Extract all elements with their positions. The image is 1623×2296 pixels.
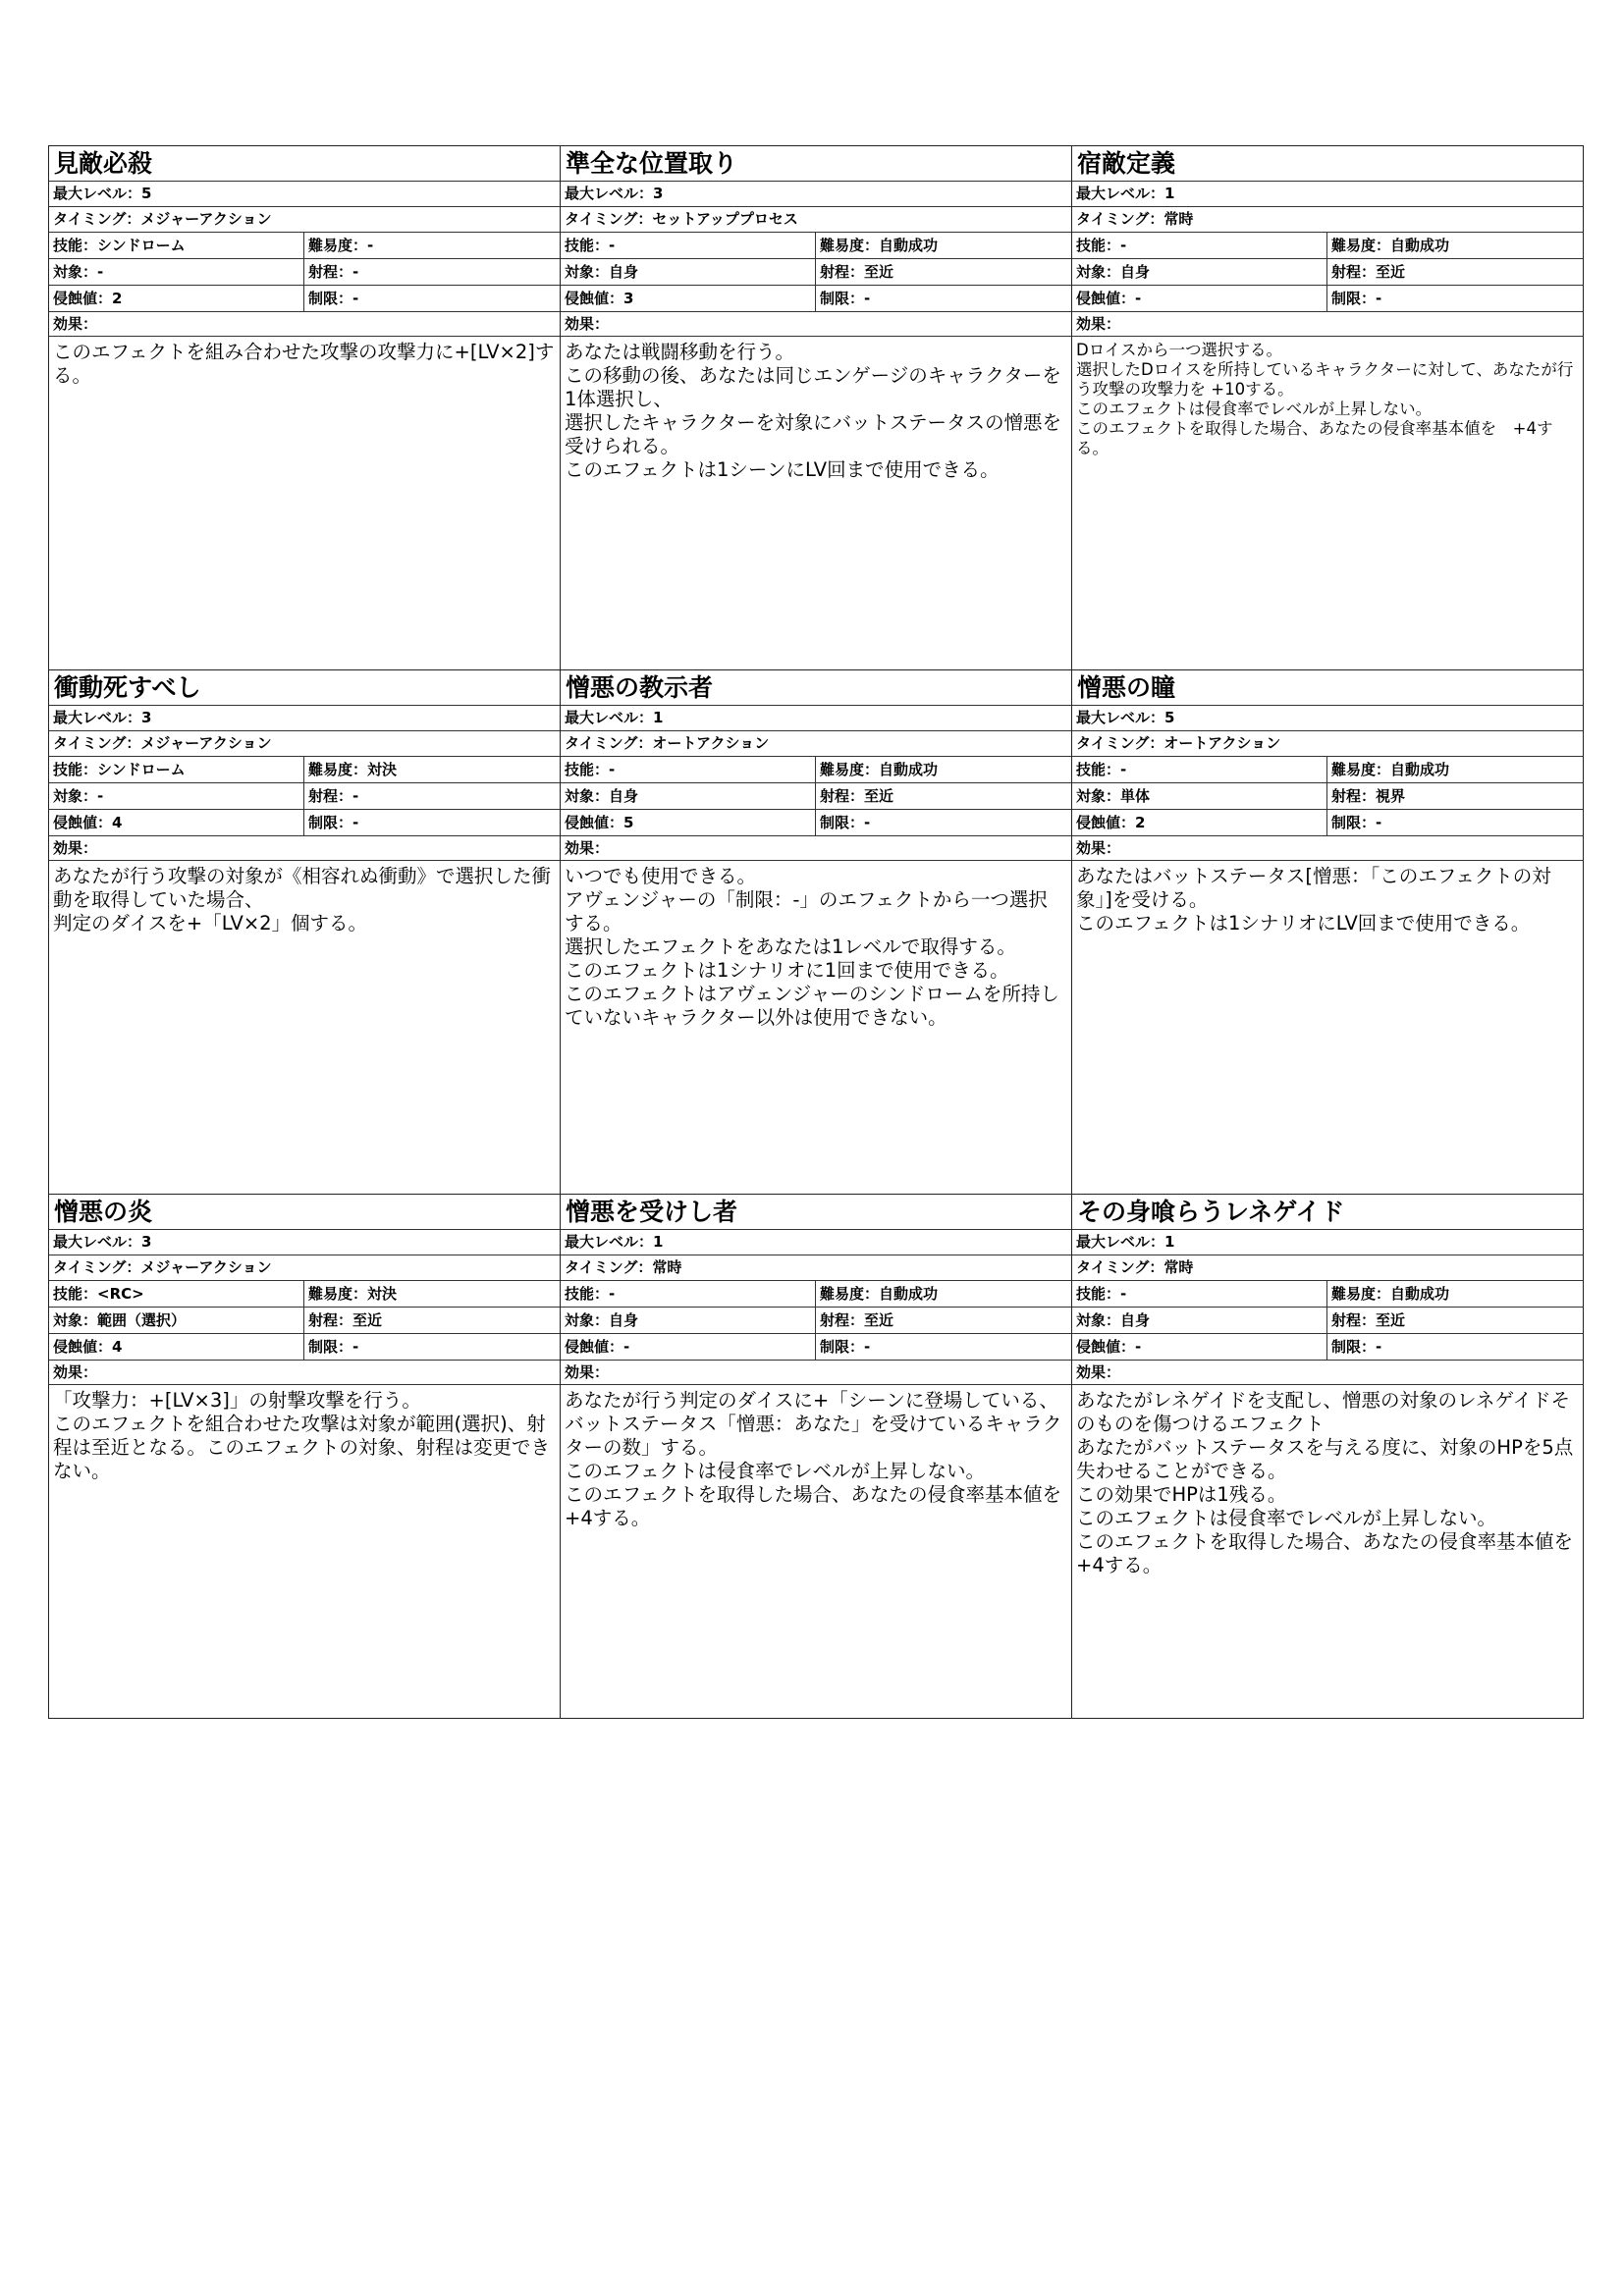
card-difficulty: 難易度：自動成功 bbox=[820, 1285, 939, 1303]
card-effect-text: このエフェクトを組み合わせた攻撃の攻撃力に+[LV×2]する。 bbox=[53, 341, 555, 387]
card-difficulty: 難易度：自動成功 bbox=[820, 237, 939, 254]
card-target: 対象：自身 bbox=[561, 783, 816, 809]
card-effect-text: あなたが行う攻撃の対象が《相容れぬ衝動》で選択した衝動を取得していた場合、 判定のダイスを+「LV×2」個する。 bbox=[53, 865, 552, 934]
card-limit: 制限：- bbox=[1331, 290, 1382, 307]
card-effect-text: 「攻撃力：+[LV×3]」の射撃攻撃を行う。 このエフェクトを組合わせた攻撃は対象が範囲(選択)、射程は至近となる。このエフェクトの対象、射程は変更できない。 bbox=[53, 1389, 551, 1482]
card-erosion-row bbox=[49, 810, 560, 836]
card-target-row bbox=[1072, 259, 1583, 286]
card-effect-text: あなたはバットステータス[憎悪：「このエフェクトの対象」]を受ける。 このエフェクトは1シナリオにLV回まで使用できる。 bbox=[1076, 865, 1551, 934]
card-effect-text: あなたは戦闘移動を行う。 この移動の後、あなたは同じエンゲージのキャラクターを1体選択し、 選択したキャラクターを対象にバットステータスの憎悪を受けられる。 このエフェクトは1シーンにLV回まで使用できる。 bbox=[565, 341, 1062, 481]
card-difficulty: 難易度：自動成功 bbox=[1331, 761, 1450, 778]
card-target: 対象：- bbox=[49, 783, 304, 809]
card-range: 射程：視界 bbox=[1331, 787, 1406, 805]
card-target-row bbox=[561, 1308, 1071, 1334]
card-effect-label: 効果： bbox=[561, 1361, 1071, 1385]
card-erosion: 侵蝕値：4 bbox=[49, 1334, 304, 1360]
card-max-level: 最大レベル：1 bbox=[561, 706, 1071, 731]
card-skill-row bbox=[561, 233, 1071, 259]
card-effect-label: 効果： bbox=[1072, 312, 1583, 337]
card-title: 憎悪の炎 bbox=[49, 1195, 560, 1230]
card-row-2 bbox=[49, 670, 1584, 1195]
card-effect-label: 効果： bbox=[1072, 836, 1583, 861]
card-title: その身喰らうレネゲイド bbox=[1072, 1195, 1583, 1230]
card-skill-row bbox=[1072, 233, 1583, 259]
card-range: 射程：- bbox=[308, 263, 359, 281]
card-difficulty: 難易度：対決 bbox=[308, 761, 398, 778]
effect-card bbox=[561, 146, 1072, 670]
card-timing: タイミング：常時 bbox=[561, 1255, 1071, 1281]
card-title: 衝動死すべし bbox=[49, 670, 560, 706]
card-erosion-row bbox=[1072, 1334, 1583, 1361]
card-row-3 bbox=[49, 1195, 1584, 1719]
card-effect-label: 効果： bbox=[1072, 1361, 1583, 1385]
card-skill: 技能：シンドローム bbox=[49, 757, 304, 782]
card-skill: 技能：シンドローム bbox=[49, 233, 304, 258]
effect-card bbox=[561, 1195, 1072, 1719]
card-target: 対象：単体 bbox=[1072, 783, 1327, 809]
effect-card bbox=[1072, 670, 1584, 1195]
card-title: 準全な位置取り bbox=[561, 146, 1071, 182]
card-skill: 技能：- bbox=[1072, 1281, 1327, 1307]
card-range: 射程：至近 bbox=[1331, 263, 1406, 281]
card-difficulty: 難易度：自動成功 bbox=[820, 761, 939, 778]
card-erosion: 侵蝕値：- bbox=[561, 1334, 816, 1360]
card-effect-text: あなたが行う判定のダイスに+「シーンに登場している、バットステータス「憎悪：あなた」を受けているキャラクターの数」する。 このエフェクトは侵食率でレベルが上昇しない。 このエフェクトを取得した場合、あなたの侵食率基本値を+4する。 bbox=[565, 1389, 1062, 1529]
card-skill-row bbox=[561, 1281, 1071, 1308]
card-erosion-row bbox=[561, 286, 1071, 312]
card-erosion-row bbox=[561, 810, 1071, 836]
card-skill: 技能：- bbox=[561, 1281, 816, 1307]
card-target: 対象：自身 bbox=[561, 1308, 816, 1333]
card-erosion-row bbox=[561, 1334, 1071, 1361]
card-erosion-row bbox=[1072, 810, 1583, 836]
card-erosion-row bbox=[49, 1334, 560, 1361]
card-effect-text: Dロイスから一つ選択する。 選択したDロイスを所持しているキャラクターに対して、あなたが行う攻撃の攻撃力を +10する。 このエフェクトは侵食率でレベルが上昇しない。 このエフェクトを取得した場合、あなたの侵食率基本値を +4する。 bbox=[1076, 341, 1574, 457]
card-skill: 技能：<RC> bbox=[49, 1281, 304, 1307]
card-range: 射程：至近 bbox=[820, 787, 894, 805]
card-title: 憎悪の教示者 bbox=[561, 670, 1071, 706]
card-effect-label: 効果： bbox=[49, 312, 560, 337]
card-target-row bbox=[561, 259, 1071, 286]
card-limit: 制限：- bbox=[308, 290, 359, 307]
card-difficulty: 難易度：- bbox=[308, 237, 374, 254]
card-range: 射程：至近 bbox=[308, 1311, 383, 1329]
card-target-row bbox=[1072, 1308, 1583, 1334]
card-timing: タイミング：メジャーアクション bbox=[49, 1255, 560, 1281]
card-limit: 制限：- bbox=[308, 1338, 359, 1356]
card-skill-row bbox=[1072, 1281, 1583, 1308]
card-skill: 技能：- bbox=[1072, 757, 1327, 782]
card-erosion: 侵蝕値：3 bbox=[561, 286, 816, 311]
card-target-row bbox=[561, 783, 1071, 810]
card-difficulty: 難易度：自動成功 bbox=[1331, 237, 1450, 254]
card-difficulty: 難易度：自動成功 bbox=[1331, 1285, 1450, 1303]
card-erosion: 侵蝕値：2 bbox=[1072, 810, 1327, 835]
card-timing: タイミング：メジャーアクション bbox=[49, 207, 560, 233]
card-timing: タイミング：セットアッププロセス bbox=[561, 207, 1071, 233]
card-limit: 制限：- bbox=[308, 814, 359, 831]
card-target-row bbox=[1072, 783, 1583, 810]
card-timing: タイミング：オートアクション bbox=[1072, 731, 1583, 757]
effect-card bbox=[49, 146, 561, 670]
card-difficulty: 難易度：対決 bbox=[308, 1285, 398, 1303]
effect-card bbox=[49, 670, 561, 1195]
card-effect-label: 効果： bbox=[49, 1361, 560, 1385]
card-skill: 技能：- bbox=[561, 757, 816, 782]
card-target-row bbox=[49, 783, 560, 810]
card-erosion-row bbox=[1072, 286, 1583, 312]
card-skill-row bbox=[49, 1281, 560, 1308]
card-max-level: 最大レベル：5 bbox=[1072, 706, 1583, 731]
card-max-level: 最大レベル：1 bbox=[561, 1230, 1071, 1255]
card-max-level: 最大レベル：3 bbox=[49, 1230, 560, 1255]
card-target: 対象：- bbox=[49, 259, 304, 285]
card-timing: タイミング：メジャーアクション bbox=[49, 731, 560, 757]
card-target-row bbox=[49, 259, 560, 286]
effect-card-grid bbox=[48, 145, 1584, 1719]
card-effect-text: あなたがレネゲイドを支配し、憎悪の対象のレネゲイドそのものを傷つけるエフェクト あなたがバットステータスを与える度に、対象のHPを5点失わせることができる。 この効果でHPは1残る。 このエフェクトは侵食率でレベルが上昇しない。 このエフェクトを取得した場合、あなたの侵食率基本値を+4する。 bbox=[1076, 1389, 1574, 1576]
card-range: 射程：至近 bbox=[820, 1311, 894, 1329]
card-erosion: 侵蝕値：2 bbox=[49, 286, 304, 311]
card-title: 見敵必殺 bbox=[49, 146, 560, 182]
card-erosion-row bbox=[49, 286, 560, 312]
card-range: 射程：至近 bbox=[1331, 1311, 1406, 1329]
card-max-level: 最大レベル：3 bbox=[561, 182, 1071, 207]
card-target: 対象：自身 bbox=[561, 259, 816, 285]
card-target: 対象：範囲（選択） bbox=[49, 1308, 304, 1333]
card-effect-label: 効果： bbox=[561, 312, 1071, 337]
card-limit: 制限：- bbox=[820, 1338, 871, 1356]
card-effect-label: 効果： bbox=[561, 836, 1071, 861]
card-skill: 技能：- bbox=[1072, 233, 1327, 258]
card-skill-row bbox=[561, 757, 1071, 783]
card-max-level: 最大レベル：5 bbox=[49, 182, 560, 207]
effect-card bbox=[561, 670, 1072, 1195]
card-target: 対象：自身 bbox=[1072, 259, 1327, 285]
card-timing: タイミング：常時 bbox=[1072, 1255, 1583, 1281]
card-title: 宿敵定義 bbox=[1072, 146, 1583, 182]
card-max-level: 最大レベル：1 bbox=[1072, 1230, 1583, 1255]
card-title: 憎悪を受けし者 bbox=[561, 1195, 1071, 1230]
card-skill-row bbox=[49, 233, 560, 259]
effect-card bbox=[49, 1195, 561, 1719]
card-timing: タイミング：常時 bbox=[1072, 207, 1583, 233]
card-limit: 制限：- bbox=[820, 290, 871, 307]
card-effect-label: 効果： bbox=[49, 836, 560, 861]
effect-card bbox=[1072, 146, 1584, 670]
card-limit: 制限：- bbox=[820, 814, 871, 831]
card-erosion: 侵蝕値：5 bbox=[561, 810, 816, 835]
card-erosion: 侵蝕値：- bbox=[1072, 286, 1327, 311]
card-timing: タイミング：オートアクション bbox=[561, 731, 1071, 757]
card-skill: 技能：- bbox=[561, 233, 816, 258]
card-target-row bbox=[49, 1308, 560, 1334]
card-skill-row bbox=[1072, 757, 1583, 783]
card-limit: 制限：- bbox=[1331, 1338, 1382, 1356]
card-max-level: 最大レベル：3 bbox=[49, 706, 560, 731]
card-range: 射程：至近 bbox=[820, 263, 894, 281]
card-max-level: 最大レベル：1 bbox=[1072, 182, 1583, 207]
card-row-1 bbox=[49, 146, 1584, 670]
card-limit: 制限：- bbox=[1331, 814, 1382, 831]
card-effect-text: いつでも使用できる。 アヴェンジャーの「制限：-」のエフェクトから一つ選択する。 選択したエフェクトをあなたは1レベルで取得する。 このエフェクトは1シナリオに1回まで使用できる。 このエフェクトはアヴェンジャーのシンドロームを所持していないキャラクター以外は使用できない。 bbox=[565, 865, 1059, 1029]
card-erosion: 侵蝕値：4 bbox=[49, 810, 304, 835]
card-skill-row bbox=[49, 757, 560, 783]
card-title: 憎悪の瞳 bbox=[1072, 670, 1583, 706]
card-erosion: 侵蝕値：- bbox=[1072, 1334, 1327, 1360]
card-range: 射程：- bbox=[308, 787, 359, 805]
effect-card bbox=[1072, 1195, 1584, 1719]
card-target: 対象：自身 bbox=[1072, 1308, 1327, 1333]
